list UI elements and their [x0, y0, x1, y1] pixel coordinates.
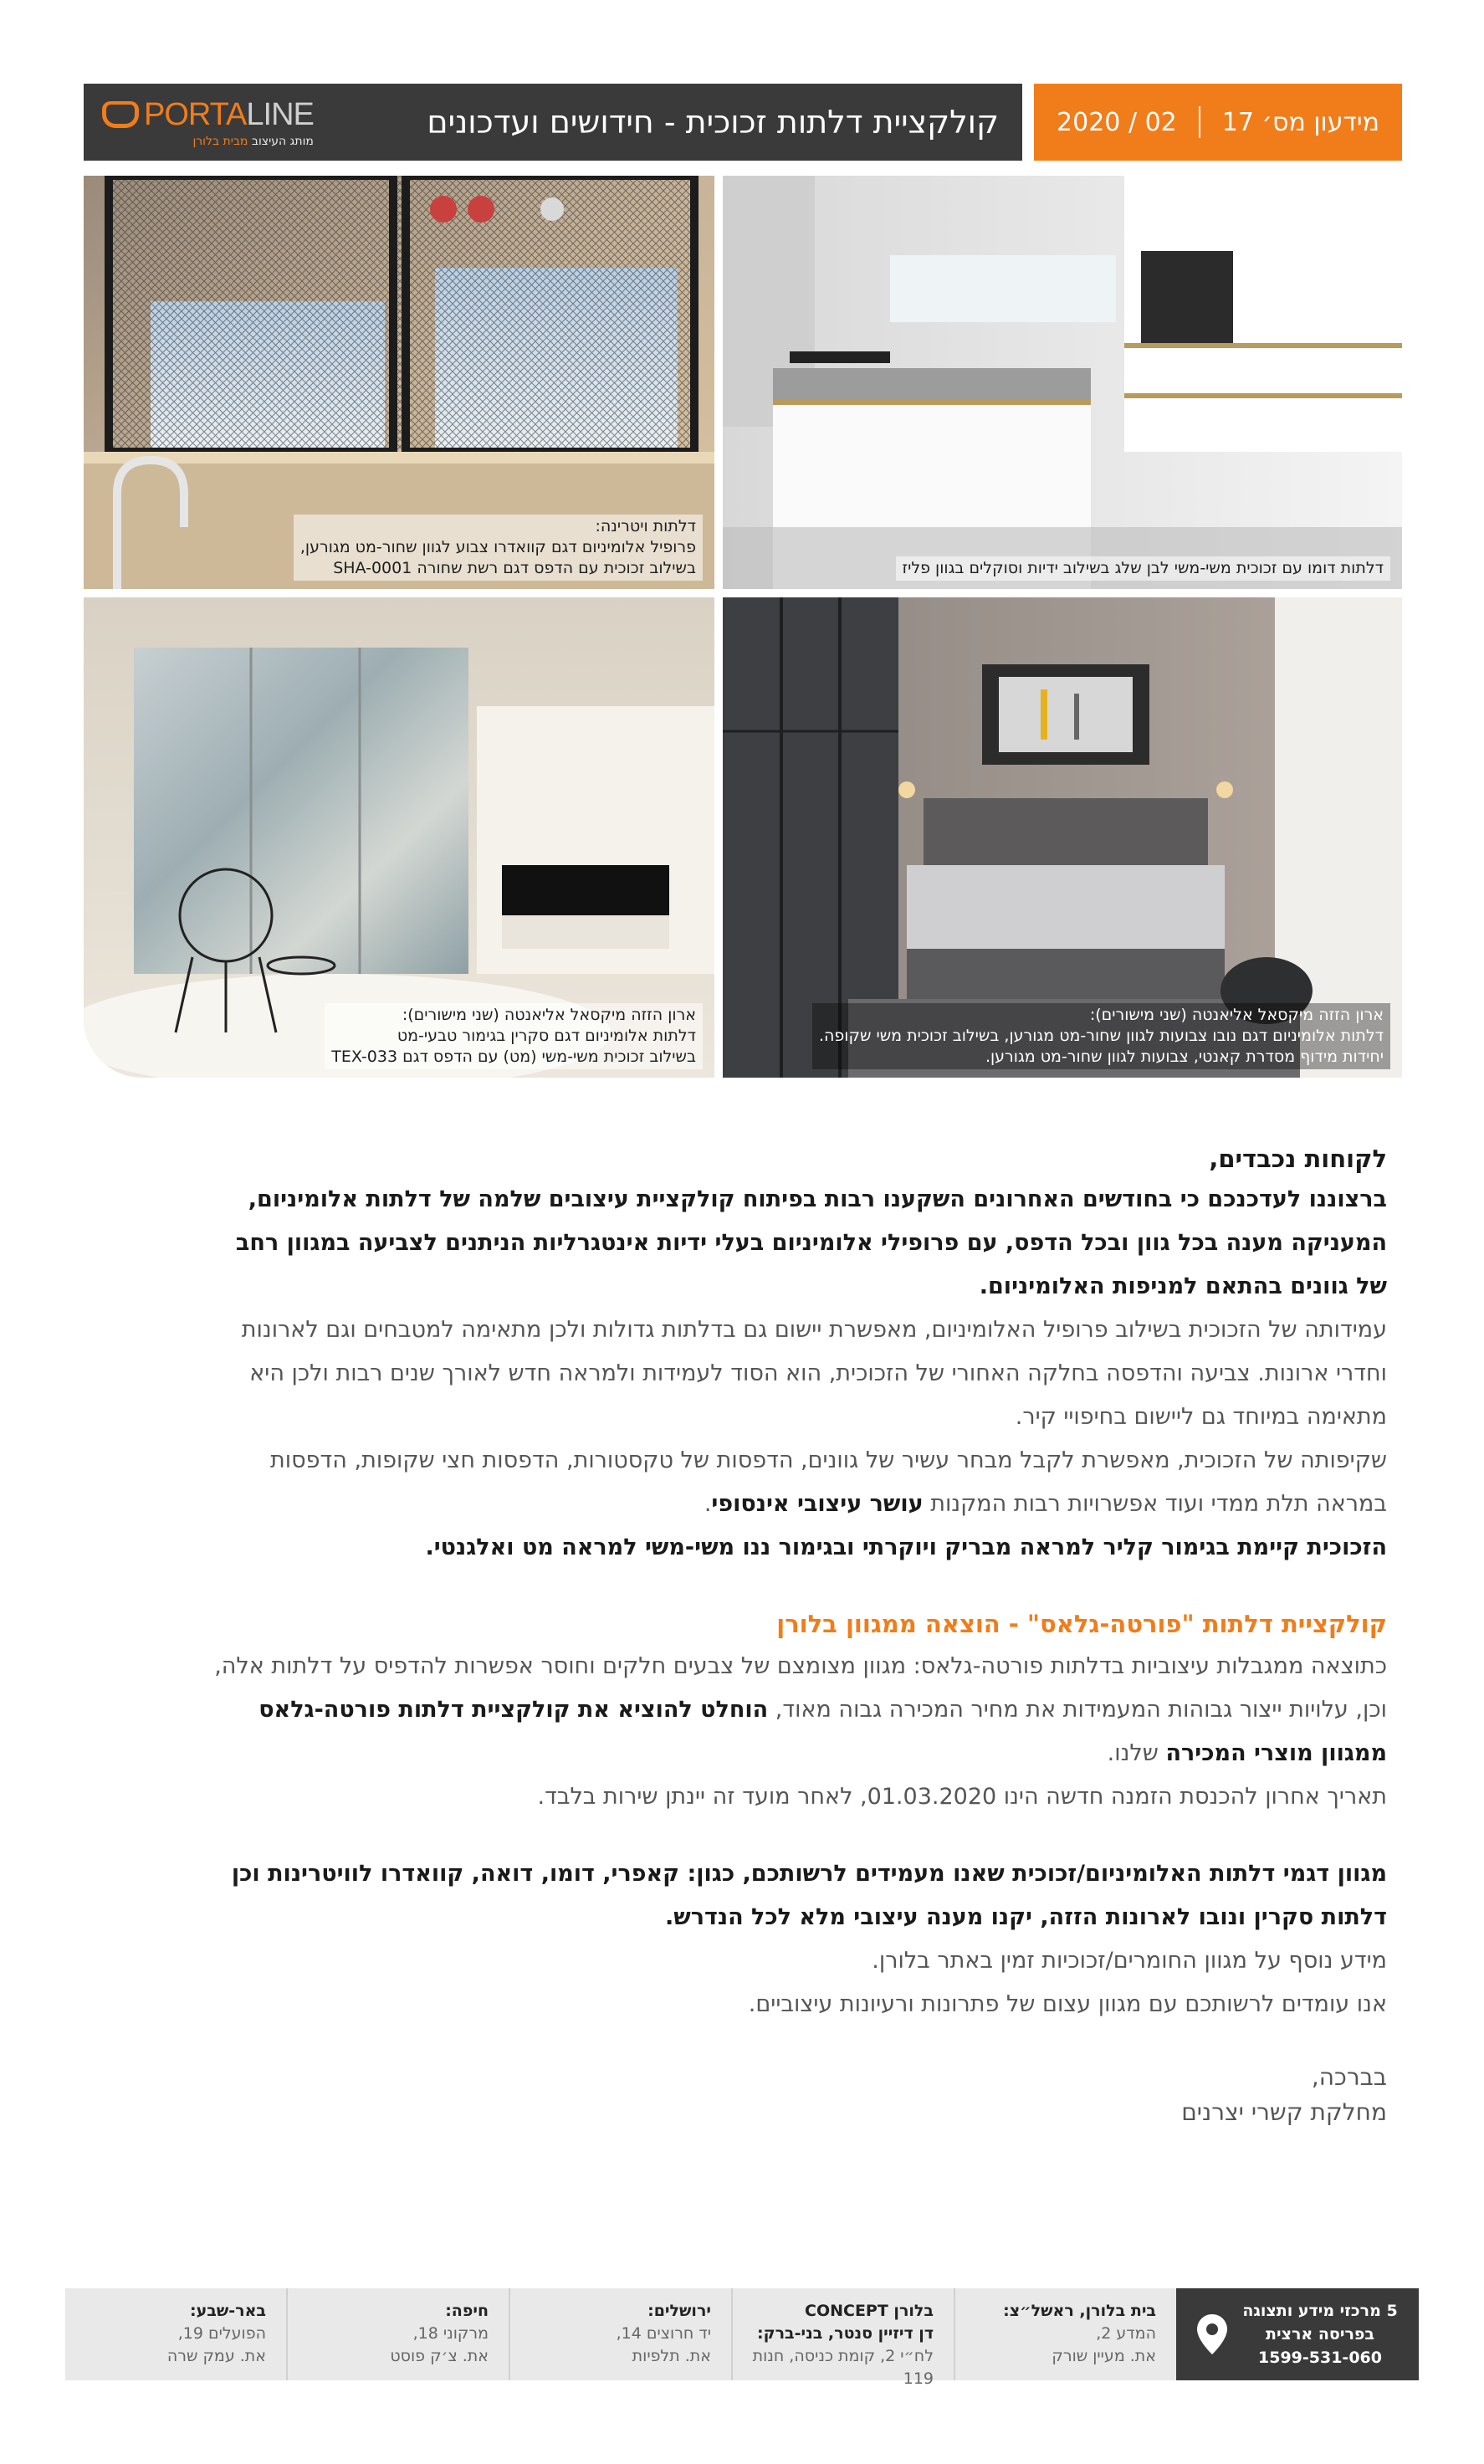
- photo-bedroom-wardrobe: [723, 597, 1402, 1078]
- finish-paragraph: הזכוכית קיימת בגימור קליר למראה מבריק ויוקרתי ובגימור ננו משי-משי למראה מט ואלגנטי.: [425, 1534, 1387, 1560]
- logo-tagline-b: מבית בלורן: [192, 134, 248, 148]
- newsletter-header: [84, 84, 1402, 161]
- issue-badge: [1034, 84, 1402, 161]
- transparency-end: .: [704, 1491, 712, 1517]
- branch-line: המדע 2,: [1096, 2324, 1156, 2343]
- branch-concept: [731, 2288, 954, 2388]
- caption-line: בשילוב זכוכית עם הדפס דגם רשת שחורה SHA-0001: [333, 559, 696, 577]
- portaline-logo-mark-icon: [102, 101, 139, 128]
- discontinue-paragraph: [199, 1645, 1387, 1775]
- caption-line: דלתות דומו עם זכוכית משי-משי לבן שלג בשילוב ידיות וסוקלים בגוון פליז: [902, 559, 1384, 577]
- branch-beersheva: [65, 2288, 286, 2380]
- logo-tagline: [192, 135, 313, 148]
- info-paragraph: מידע נוסף על מגוון החומרים/זכוכיות זמין באתר בלורן.: [872, 1948, 1387, 1974]
- branch-rishon: [954, 2288, 1176, 2380]
- discontinue-text: כתוצאה ממגבלות עיצוביות בדלתות פורטה-גלאס: מגוון מצומצם של צבעים חלקים וחוסר אפשרות להדפיס על דלתות אלה, וכן, עלויות ייצור גבוהות המעמידות את מחיר המכירה גבוה מאוד,: [214, 1653, 1387, 1723]
- issue-date: 02 / 2020: [1057, 107, 1177, 137]
- section-title: קולקציית דלתות "פורטה-גלאס" - הוצאה ממגוון בלורן: [776, 1610, 1387, 1638]
- branch-title: בית בלורן, ראשל״צ:: [1003, 2302, 1156, 2320]
- caption-wardrobe-printed: [325, 1003, 703, 1069]
- caption-line: דלתות ויטרינה:: [595, 517, 696, 535]
- footer-info-text: [1242, 2299, 1397, 2369]
- photo-grid: [84, 176, 1402, 1078]
- branch-line: את. תלפיות: [632, 2347, 711, 2365]
- caption-line: דלתות אלומיניום דגם נובו צבועות לגוון שחור-מט מגורען, בשילוב זכוכית משי שקופה.: [818, 1027, 1384, 1045]
- transparency-paragraph: [199, 1439, 1387, 1526]
- photo-white-kitchen: [723, 176, 1402, 589]
- service-paragraph: אנו עומדים לרשותכם עם מגוון עצום של פתרונות ורעיונות עיצוביים.: [748, 1991, 1387, 2017]
- issue-divider: [1199, 106, 1200, 138]
- branch-line: לח״י 2, קומת כניסה, חנות 119: [752, 2347, 934, 2388]
- branch-line: את. צ׳ק פוסט: [390, 2347, 489, 2365]
- models-paragraph: מגוון דגמי דלתות האלומיניום/זכוכית שאנו מעמידים לרשותכם, כגון: קאפרי, דומו, דואה, קוואדרו לוויטרינות וכן דלתות סקרין ונובו לארונות הזזה, יקנו מענה עיצובי מלא לכל הנדרש.: [231, 1861, 1387, 1930]
- location-pin-icon: [1197, 2314, 1227, 2354]
- branch-jerusalem: [509, 2288, 731, 2380]
- caption-line: דלתות אלומיניום דגם סקרין בגימור טבעי-מט: [397, 1027, 696, 1045]
- footer-info-line: בפריסה ארצית: [1266, 2325, 1374, 2344]
- caption-line: ארון הזזה מיקסאל אליאנטה (שני מישורים):: [1089, 1006, 1384, 1024]
- branch-title: חיפה:: [445, 2302, 489, 2320]
- caption-kitchen: [896, 556, 1390, 581]
- signature: מחלקת קשרי יצרנים: [1181, 2098, 1387, 2126]
- portaline-logo: [102, 97, 314, 148]
- caption-vitrine: [294, 515, 703, 581]
- discontinue-emphasis: הוחלט להוציא את קולקציית דלתות פורטה-גלאס ממגוון מוצרי המכירה: [258, 1697, 1387, 1766]
- branch-line: את. עמק שרה: [166, 2347, 266, 2365]
- newsletter-title: קולקציית דלתות זכוכית - חידושים ועדכונים: [427, 104, 999, 141]
- caption-line: בשילוב זכוכית משי-משי (מט) עם הדפס דגם TEX-033: [331, 1048, 696, 1066]
- closing-greeting: בברכה,: [1311, 2063, 1387, 2091]
- photo-sliding-wardrobe-printed: [84, 597, 714, 1078]
- footer-branches: [65, 2288, 1176, 2388]
- intro-paragraph: ברצוננו לעדכנכם כי בחודשים האחרונים השקענו רבות בפיתוח קולקציית עיצובים שלמה של דלתות אלומיניום, המעניקה מענה בכל גוון ובכל הדפס, עם פרופילי אלומיניום בעלי ידיות אינטגרליות הניתנים לצביעה במגוון רחב של גוונים בהתאם למניפות האלומיניום.: [235, 1186, 1387, 1299]
- caption-line: ארון הזזה מיקסאל אליאנטה (שני מישורים):: [402, 1006, 696, 1024]
- logo-brand-a: PORTA: [144, 96, 247, 132]
- footer-contacts: [65, 2288, 1419, 2388]
- newsletter-body: [199, 1140, 1387, 2130]
- durability-paragraph: עמידותה של הזכוכית בשילוב פרופיל האלומיניום, מאפשרת יישום גם בדלתות גדולות ולכן מתאימה למטבחים וגם לארונות וחדרי ארונות. צביעה והדפסה בחלקה האחורי של הזכוכית, הוא הסוד לעמידות ולמראה חדש לאורך שנים רבות ולכן היא מתאימה במיוחד גם ליישום בחיפויי קיר.: [241, 1317, 1387, 1430]
- greeting: לקוחות נכבדים,: [1209, 1145, 1387, 1173]
- footer-info-center: [1176, 2288, 1419, 2380]
- branch-title: ירושלים:: [647, 2302, 711, 2320]
- branch-line: דן דיזיין סנטר, בני-ברק:: [757, 2324, 934, 2343]
- branch-title: בלורן CONCEPT: [805, 2302, 934, 2320]
- branch-line: יד חרוצים 14,: [616, 2324, 711, 2343]
- caption-bedroom: [812, 1003, 1390, 1069]
- logo-brand-b: LINE: [246, 96, 314, 132]
- branch-title: באר-שבע:: [190, 2302, 266, 2320]
- branch-haifa: [286, 2288, 509, 2380]
- transparency-emphasis: עושר עיצובי אינסופי: [711, 1491, 924, 1517]
- branch-line: הפועלים 19,: [177, 2324, 266, 2343]
- transparency-text: שקיפותה של הזכוכית, מאפשרת לקבל מבחר עשיר של גוונים, הדפסות של טקסטורות, הדפסות חצי שקופות, הדפסות במראה תלת ממדי ועוד אפשרויות רבות המקנות: [270, 1447, 1387, 1517]
- header-title-bar: [84, 84, 1022, 161]
- footer-phone: 1599-531-060: [1258, 2349, 1382, 2367]
- discontinue-end: שלנו.: [1107, 1740, 1166, 1766]
- deadline-paragraph: תאריך אחרון להכנסת הזמנה חדשה הינו 01.03.2020, לאחר מועד זה יינתן שירות בלבד.: [537, 1784, 1387, 1810]
- issue-number: מידעון מס׳ 17: [1221, 107, 1379, 137]
- branch-line: מרקוני 18,: [412, 2324, 489, 2343]
- photo-vitrine-doors: [84, 176, 714, 589]
- branch-line: את. מעיין שורק: [1052, 2347, 1156, 2365]
- caption-line: יחידות מידוף מסדרת קאנטי, צבועות לגוון שחור-מט מגורען.: [985, 1048, 1384, 1066]
- caption-line: פרופיל אלומיניום דגם קוואדרו צבוע לגוון שחור-מט מגורען,: [299, 538, 696, 556]
- footer-info-line: 5 מרכזי מידע ותצוגה: [1242, 2302, 1398, 2320]
- logo-tagline-a: מותג העיצוב: [248, 134, 314, 148]
